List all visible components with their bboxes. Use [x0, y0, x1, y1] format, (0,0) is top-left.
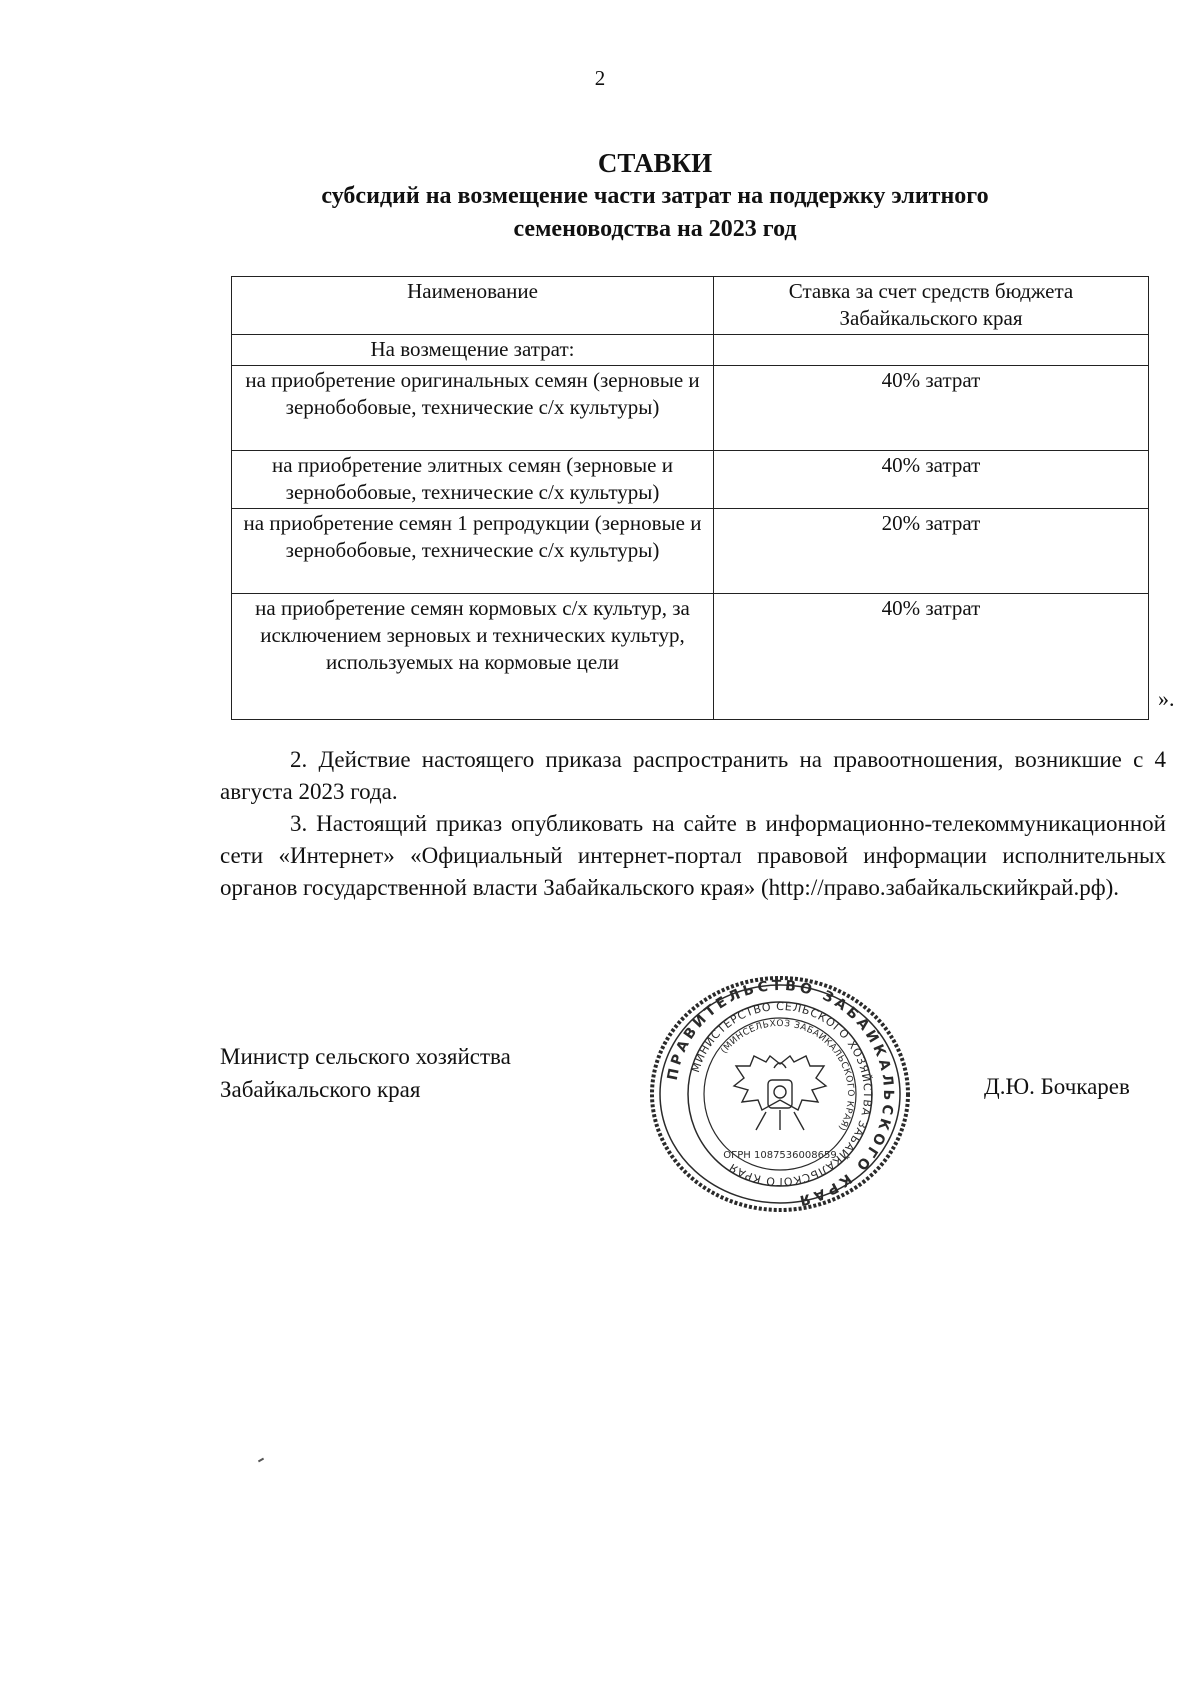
- row-name: на приобретение оригинальных семян (зерновые и зернобобовые, технические с/х культуры): [232, 366, 714, 451]
- row-name: на приобретение элитных семян (зерновые и зернобобовые, технические с/х культуры): [232, 451, 714, 509]
- svg-text:(МИНСЕЛЬХОЗ ЗАБАЙКАЛЬСКОГО КРА: [719, 1019, 855, 1132]
- row-rate: 40% затрат: [714, 366, 1149, 451]
- paragraph-2: 2. Действие настоящего приказа распространить на правоотношения, возникшие с 4 августа 2023 года.: [220, 747, 1166, 804]
- row-rate: 40% затрат: [714, 451, 1149, 509]
- table-header-row: [232, 277, 1149, 335]
- page-number: 2: [594, 66, 606, 90]
- title-line-2: семеноводства на 2023 год: [513, 216, 797, 242]
- rates-table: [231, 276, 1149, 720]
- closing-quote: ».: [1158, 686, 1175, 711]
- table-row: [232, 451, 1149, 509]
- official-seal: [646, 972, 914, 1216]
- coat-of-arms-icon: [734, 1056, 826, 1130]
- document-title: [0, 146, 1200, 246]
- position-line-1: Министр сельского хозяйства: [220, 1044, 511, 1069]
- signatory-position: [220, 1040, 511, 1106]
- row-name: на приобретение семян 1 репродукции (зерновые и зернобобовые, технические с/х культуры): [232, 509, 714, 594]
- body-paragraphs: [220, 744, 1166, 904]
- table-row: [232, 594, 1149, 720]
- group-label: На возмещение затрат:: [232, 335, 714, 366]
- signatory-name: Д.Ю. Бочкарев: [984, 1074, 1130, 1099]
- table-row: [232, 509, 1149, 594]
- scan-artifact: [258, 1458, 264, 1463]
- table-group-row: [232, 335, 1149, 366]
- row-rate: 40% затрат: [714, 594, 1149, 720]
- group-empty-cell: [714, 335, 1149, 366]
- seal-inner-text: МИНИСТЕРСТВО СЕЛЬСКОГО ХОЗЯЙСТВА ЗАБАЙКАЛЬСКОГО КРАЯ: [688, 999, 875, 1189]
- seal-outer-text: ПРАВИТЕЛЬСТВО ЗАБАЙКАЛЬСКОГО КРАЯ: [664, 977, 897, 1209]
- row-name: на приобретение семян кормовых с/х культур, за исключением зерновых и технических культур, используемых на кормовые цели: [232, 594, 714, 720]
- seal-graphic: [646, 972, 914, 1216]
- seal-ogrn: ОГРН 1087536008659: [723, 1150, 837, 1161]
- title-line-1: субсидий на возмещение части затрат на поддержку элитного: [321, 183, 989, 209]
- header-rate: Ставка за счет средств бюджета Забайкальского края: [714, 277, 1149, 335]
- seal-abbr-text: (МИНСЕЛЬХОЗ ЗАБАЙКАЛЬСКОГО КРАЯ): [719, 1018, 856, 1133]
- title-main: СТАВКИ: [597, 148, 713, 178]
- table-row: [232, 366, 1149, 451]
- position-line-2: Забайкальского края: [220, 1077, 421, 1102]
- header-name: Наименование: [232, 277, 714, 335]
- paragraph-3: 3. Настоящий приказ опубликовать на сайте в информационно-телекоммуникационной сети «Интернет» «Официальный интернет-портал правовой информации исполнительных органов государственной власти Забайкальского края» (http://право.забайкальскийкрай.рф).: [220, 811, 1166, 900]
- row-rate: 20% затрат: [714, 509, 1149, 594]
